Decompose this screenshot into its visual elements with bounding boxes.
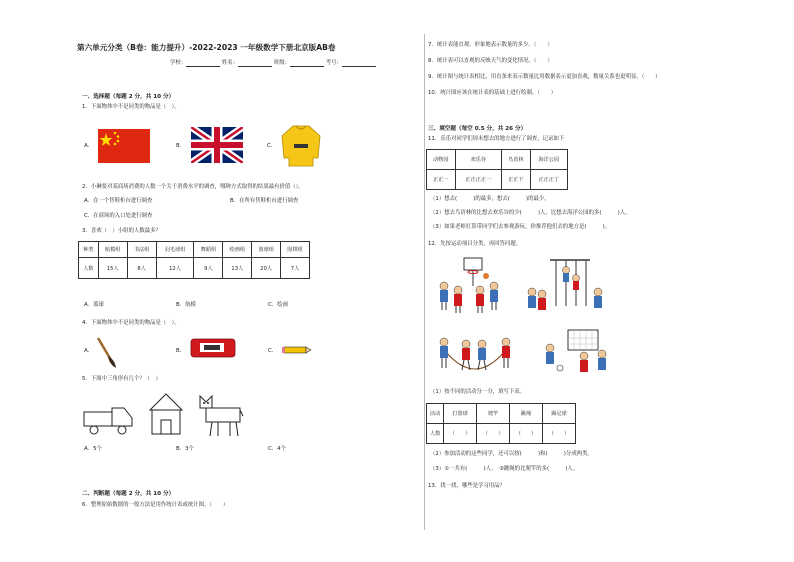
q11-sub-1: （1）想去( )的最多，想去( )的最少。 bbox=[430, 196, 550, 202]
pencil-icon bbox=[282, 346, 312, 354]
q12-header-row bbox=[427, 404, 576, 424]
q4-option-b: B． bbox=[176, 348, 186, 354]
exam-no-label: 考号： bbox=[325, 60, 342, 66]
pencil-case-icon bbox=[190, 336, 236, 360]
q3-value-cell: 7人 bbox=[281, 258, 310, 279]
q4-option-a: A． bbox=[84, 348, 94, 354]
q11-tally-cell: 正正正丁 bbox=[530, 170, 568, 190]
q3-value-cell: 9人 bbox=[194, 258, 223, 279]
q12-header-cell: 爬竿 bbox=[477, 404, 510, 424]
section-judge-heading: 二、判断题（每题 2 分，共 10 分） bbox=[82, 491, 175, 497]
section-fill-heading: 三、填空题（每空 0.5 分，共 26 分） bbox=[428, 126, 527, 132]
q2-option-b: B．在所有售鞋柜台进行调查 bbox=[230, 198, 299, 204]
school-label: 学校： bbox=[170, 60, 187, 66]
page-title: 第六单元分类（B卷：能力提升）-2022-2023 一年级数学下册北京版AB卷 bbox=[77, 43, 336, 52]
q3-value-cell: 13人 bbox=[223, 258, 252, 279]
question-1: 1．下面物体中不是同类的物品是（ ）。 bbox=[82, 104, 180, 110]
q12-sub-3: （3）①一共有( )人。 ②跳绳的比爬竿的多( )人。 bbox=[430, 466, 579, 472]
q12-header-cell: 活动 bbox=[427, 404, 444, 424]
q1-option-a: A． bbox=[84, 143, 94, 149]
q3-option-c: C．绘画 bbox=[268, 302, 288, 308]
question-5: 5．下图中三角形有几个？（ ） bbox=[82, 376, 161, 382]
question-6: 6．整理原始数据的一般方法是用作统计表或统计图。（ ） bbox=[82, 502, 229, 508]
truck-shape-figure bbox=[82, 396, 134, 436]
question-8: 8．统计表可以直观的反映天气的变化情况。（ ） bbox=[428, 58, 553, 64]
q3-header-cell: 羽毛球组 bbox=[156, 242, 194, 258]
column-divider bbox=[424, 34, 425, 530]
question-2: 2．小琳要对某商场消费的人数一个关于消费水平的调查，哪种方式取得的结果最有价值（）。 bbox=[82, 184, 304, 190]
q11-tally-cell: 正正下 bbox=[501, 170, 530, 190]
q11-header-row bbox=[427, 150, 568, 170]
soccer-kids-illustration bbox=[540, 326, 616, 378]
q3-option-a: A．篮球 bbox=[84, 302, 104, 308]
question-9: 9．统计图与统计表相比，用直条来表示数量比用数据表示更加直观，数量关系也更明显。（ ） bbox=[428, 74, 661, 80]
q11-tally-row bbox=[427, 170, 568, 190]
q2-option-a: A．在一个售鞋柜台进行调查 bbox=[84, 198, 153, 204]
q11-header-cell: 海洋公园 bbox=[530, 150, 568, 170]
q4-option-c: C． bbox=[268, 348, 278, 354]
q12-row-label: 人数 bbox=[427, 424, 444, 444]
q3-header-cell: 书法组 bbox=[127, 242, 156, 258]
q3-value-row bbox=[79, 258, 310, 279]
exam-no-blank[interactable] bbox=[342, 60, 376, 67]
class-label: 班级： bbox=[273, 60, 290, 66]
q11-tally-cell: 正正正正一 bbox=[455, 170, 501, 190]
sweater-icon bbox=[280, 124, 322, 168]
q3-header-row bbox=[79, 242, 310, 258]
q3-option-b: B．航模 bbox=[176, 302, 196, 308]
jump-rope-kids-illustration bbox=[436, 326, 514, 378]
question-7: 7．统计表能直观、形象地表示数量的多少。（ ） bbox=[428, 42, 553, 48]
q1-option-c: C． bbox=[267, 143, 277, 149]
q12-header-cell: 踢足球 bbox=[543, 404, 576, 424]
q12-answer-cell[interactable]: （ ） bbox=[543, 424, 576, 444]
animal-shape-figure bbox=[196, 394, 244, 438]
question-3: 3．喜欢（ ）小组的人数最多？ bbox=[82, 228, 161, 234]
question-13: 13．找一找，哪些是学习用品？ bbox=[428, 483, 505, 489]
pole-climbing-kids-illustration bbox=[524, 256, 608, 314]
class-blank[interactable] bbox=[290, 60, 324, 67]
q11-table bbox=[426, 149, 568, 190]
q12-table bbox=[426, 403, 576, 444]
q5-option-c: C．4个 bbox=[268, 446, 286, 452]
section-choice-heading: 一、选择题（每题 2 分，共 10 分） bbox=[82, 94, 175, 100]
q1-option-b: B． bbox=[176, 143, 186, 149]
q11-tally-cell: 正正一 bbox=[427, 170, 456, 190]
china-flag-icon bbox=[98, 129, 150, 163]
q11-sub-3: （3）如果老师打算带同学们去参观游玩，你推荐他们去的地方是( )。 bbox=[430, 224, 611, 230]
name-blank[interactable] bbox=[238, 60, 272, 67]
q3-value-cell: 8人 bbox=[127, 258, 156, 279]
q11-sub-2: （2）想去鸟语林的比想去欢乐谷的少( )人，比想去海洋公园的多( )人。 bbox=[430, 210, 631, 216]
school-blank[interactable] bbox=[186, 60, 220, 67]
q11-header-cell: 欢乐谷 bbox=[455, 150, 501, 170]
q3-header-cell: 围棋组 bbox=[281, 242, 310, 258]
q3-value-cell: 15人 bbox=[98, 258, 127, 279]
q12-answer-cell[interactable]: （ ） bbox=[477, 424, 510, 444]
house-shape-figure bbox=[148, 392, 184, 436]
q3-value-cell: 12人 bbox=[156, 258, 194, 279]
question-12: 12．先按运动项目分类，再回答问题。 bbox=[428, 241, 522, 247]
q3-header-cell: 航模组 bbox=[98, 242, 127, 258]
q12-header-cell: 打篮球 bbox=[444, 404, 477, 424]
q12-sub-1: （1）按不同的活动分一分，填写下表。 bbox=[430, 389, 526, 395]
q3-row-label: 人数 bbox=[79, 258, 99, 279]
q3-header-cell: 种类 bbox=[79, 242, 99, 258]
q3-value-cell: 20人 bbox=[252, 258, 281, 279]
q12-answer-cell[interactable]: （ ） bbox=[444, 424, 477, 444]
student-info-row bbox=[170, 60, 376, 67]
q12-header-cell: 跳绳 bbox=[510, 404, 543, 424]
q12-sub-2: （2）参加活动的这些同学，还可以按( )和( )分成两类。 bbox=[430, 451, 593, 457]
q11-header-cell: 鸟语林 bbox=[501, 150, 530, 170]
q2-option-c: C．在商场的入口处进行调查 bbox=[84, 213, 153, 219]
q3-header-cell: 篮球组 bbox=[252, 242, 281, 258]
q11-header-cell: 动物园 bbox=[427, 150, 456, 170]
q12-value-row bbox=[427, 424, 576, 444]
name-label: 姓名： bbox=[221, 60, 239, 66]
brush-icon bbox=[95, 336, 119, 370]
question-10: 10．统计图应该在统计表的基础上进行绘制。（ ） bbox=[428, 90, 557, 96]
q5-option-a: A．5个 bbox=[84, 446, 102, 452]
basketball-kids-illustration bbox=[436, 256, 506, 314]
question-11: 11．乐乐对同学们周末想去的地方进行了调查，记录如下 bbox=[428, 136, 565, 142]
question-4: 4．下面物体中不是同类的物品是（ ）。 bbox=[82, 320, 180, 326]
q3-header-cell: 绘画组 bbox=[223, 242, 252, 258]
q12-answer-cell[interactable]: （ ） bbox=[510, 424, 543, 444]
q3-header-cell: 舞蹈组 bbox=[194, 242, 223, 258]
q3-table bbox=[78, 241, 310, 279]
q5-option-b: B．3个 bbox=[176, 446, 194, 452]
uk-flag-icon bbox=[191, 127, 243, 163]
